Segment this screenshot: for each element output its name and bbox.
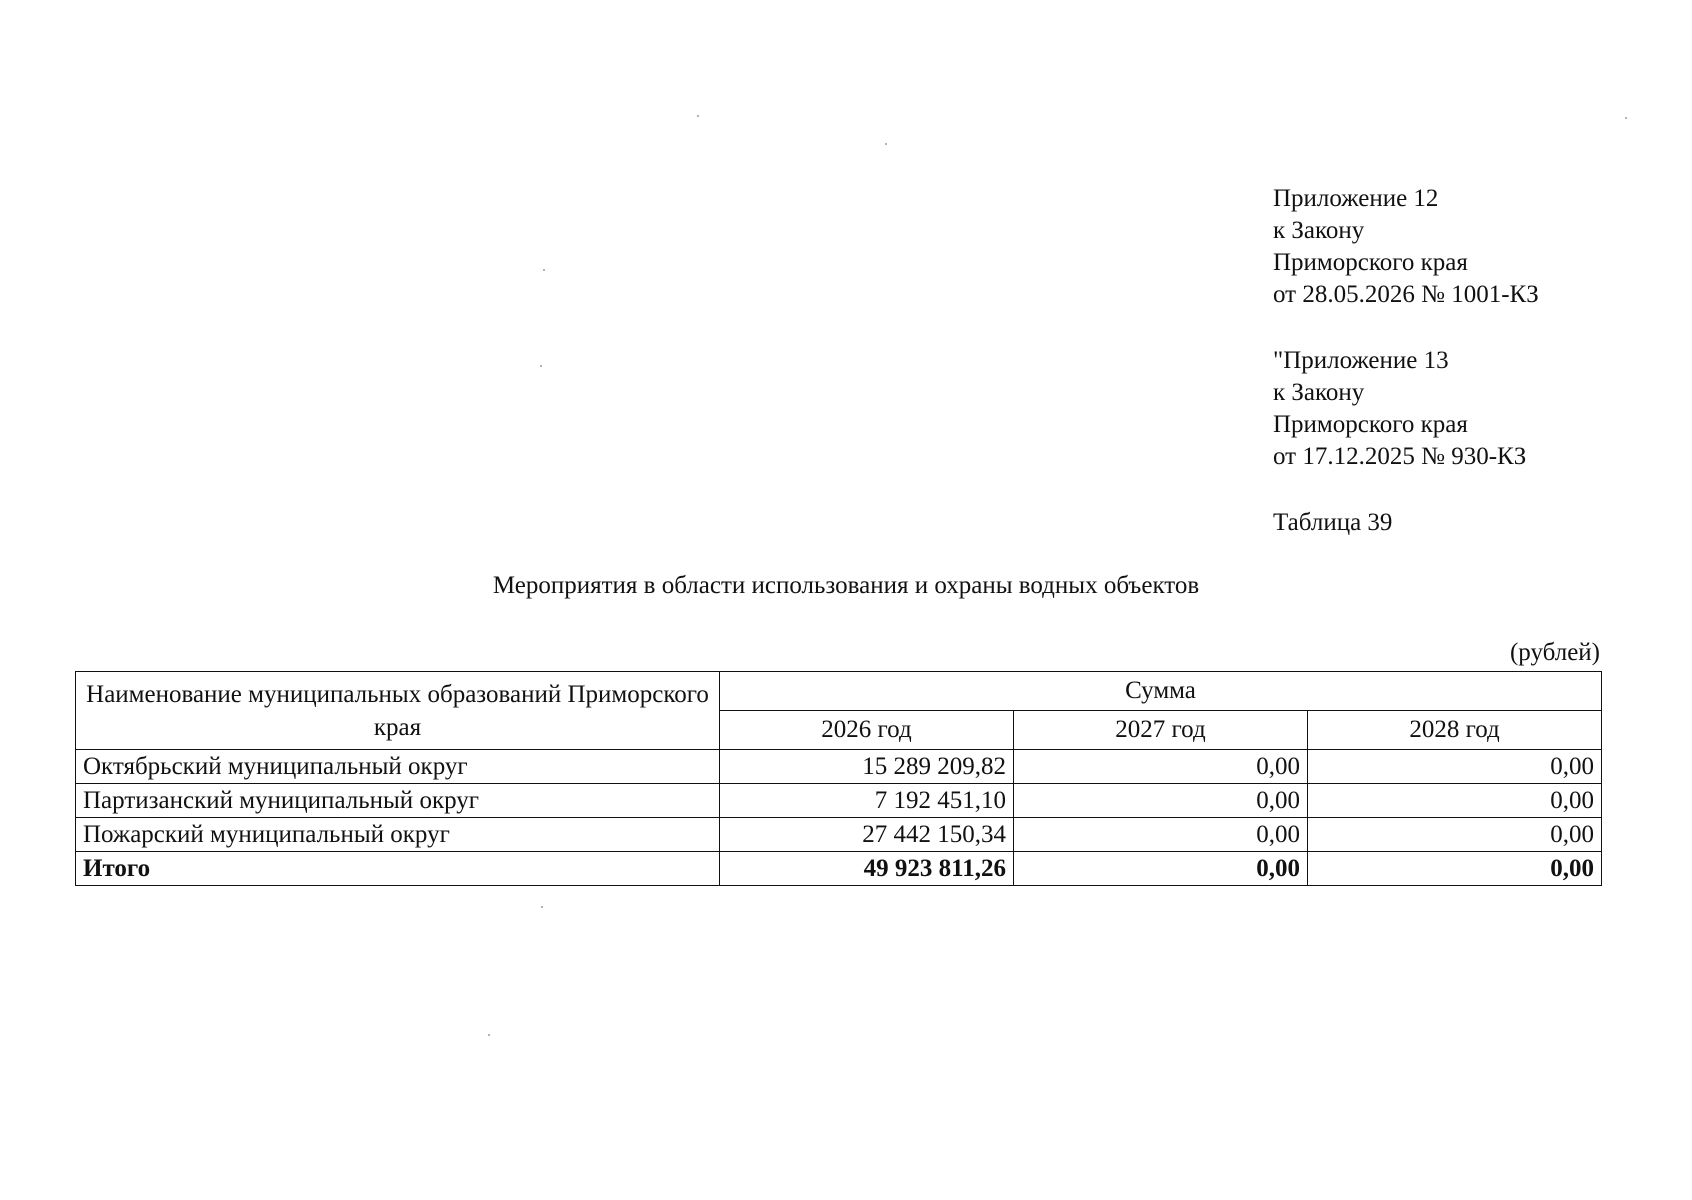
row-amount-2028: 0,00 [1308,818,1602,852]
annex-12-line-1: Приложение 12 [1273,185,1439,212]
scan-speck [543,269,545,271]
total-label: Итого [76,852,720,886]
header-year-2026: 2026 год [720,711,1014,750]
row-amount-2027: 0,00 [1014,750,1308,784]
total-amount-2028: 0,00 [1308,852,1602,886]
annex-13-line-4: от 17.12.2025 № 930-КЗ [1273,443,1527,470]
row-municipality-name: Партизанский муниципальный округ [76,784,720,818]
annex-13-reference [1273,345,1526,473]
header-sum: Сумма [720,672,1602,711]
row-municipality-name: Октябрьский муниципальный округ [76,750,720,784]
row-amount-2028: 0,00 [1308,784,1602,818]
row-amount-2027: 0,00 [1014,784,1308,818]
table-row [76,750,1602,784]
scan-speck [697,115,699,117]
row-amount-2027: 0,00 [1014,818,1308,852]
row-amount-2026: 7 192 451,10 [720,784,1014,818]
annex-12-line-3: Приморского края [1273,249,1468,276]
scan-speck [1625,117,1627,119]
row-amount-2026: 15 289 209,82 [720,750,1014,784]
funding-table [75,671,1602,886]
document-title [0,570,1692,602]
header-year-2028: 2028 год [1308,711,1602,750]
annex-12-line-4: от 28.05.2026 № 1001-КЗ [1273,281,1539,308]
units-label: (рублей) [1509,639,1600,666]
scan-speck [885,143,887,145]
annex-13-line-3: Приморского края [1273,411,1468,438]
header-municipality-name: Наименование муниципальных образований Приморского края [76,672,720,750]
scan-speck [541,906,543,908]
scan-speck [488,1034,490,1036]
table-row [76,818,1602,852]
row-amount-2026: 27 442 150,34 [720,818,1014,852]
row-amount-2028: 0,00 [1308,750,1602,784]
total-amount-2027: 0,00 [1014,852,1308,886]
annex-12-reference [1273,183,1539,311]
table-number: Таблица 39 [1273,509,1393,536]
annex-13-line-1: "Приложение 13 [1273,347,1449,374]
document-title-text: Мероприятия в области использования и охраны водных объектов [492,572,1200,599]
header-year-2027: 2027 год [1014,711,1308,750]
annex-13-line-2: к Закону [1273,379,1365,406]
table-total-row [76,852,1602,886]
table-header-row [76,672,1602,711]
annex-12-line-2: к Закону [1273,217,1365,244]
table-row [76,784,1602,818]
total-amount-2026: 49 923 811,26 [720,852,1014,886]
scan-speck [540,365,542,367]
row-municipality-name: Пожарский муниципальный округ [76,818,720,852]
